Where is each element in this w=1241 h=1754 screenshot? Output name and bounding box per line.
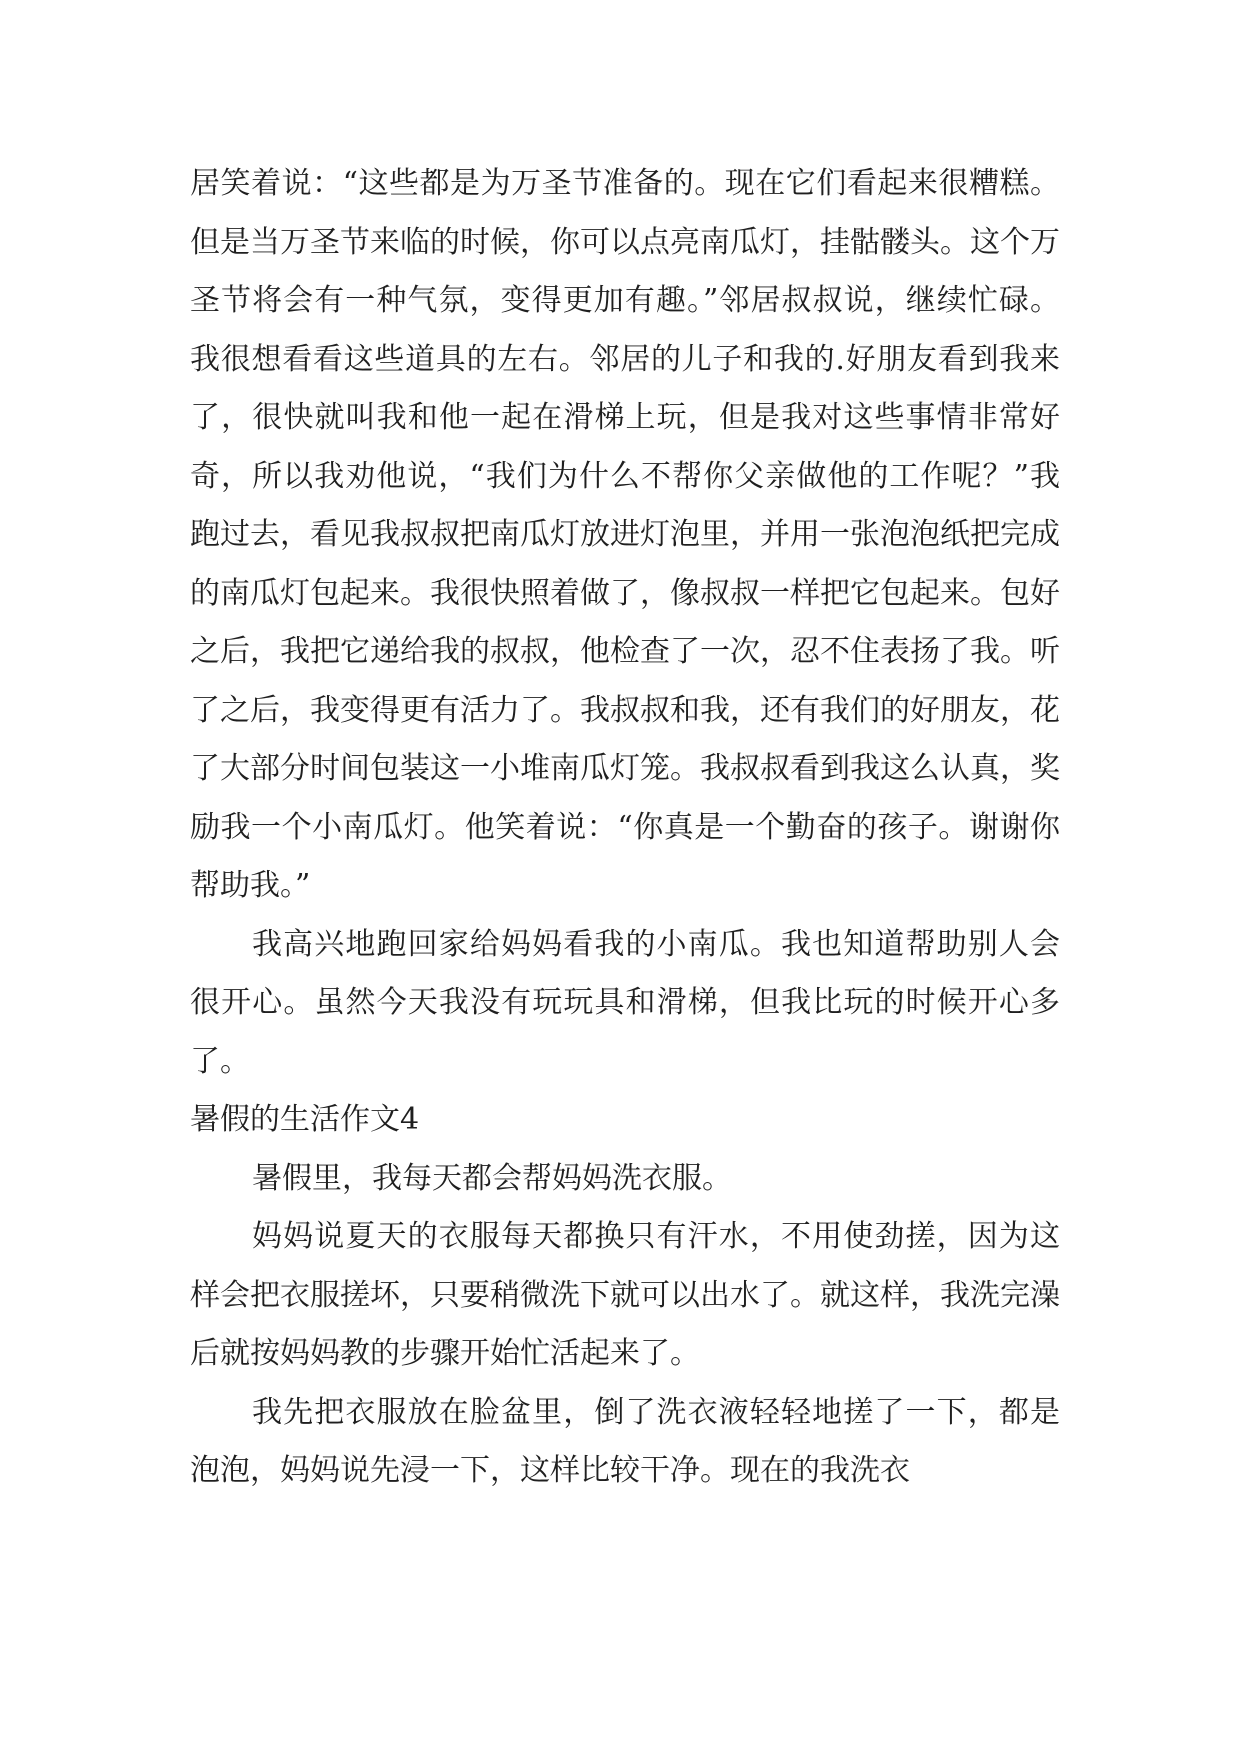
document-body (190, 155, 1060, 1501)
section-heading: 暑假的生活作文4 (190, 1102, 420, 1137)
paragraph: 暑假里，我每天都会帮妈妈洗衣服。 (252, 1160, 732, 1196)
paragraph: 妈妈说夏天的衣服每天都换只有汗水，不用使劲搓，因为这样会把衣服搓坏，只要稍微洗下就可以出水了。就这样，我洗完澡后就按妈妈教的步骤开始忙活起来了。 (190, 1219, 1060, 1371)
paragraph: 我高兴地跑回家给妈妈看我的小南瓜。我也知道帮助别人会很开心。虽然今天我没有玩玩具和滑梯，但我比玩的时候开心多了。 (190, 926, 1060, 1079)
paragraph: 我先把衣服放在脸盆里，倒了洗衣液轻轻地搓了一下，都是泡泡，妈妈说先浸一下，这样比较干净。现在的我洗衣 (190, 1394, 1060, 1488)
paragraph: 居笑着说：“这些都是为万圣节准备的。现在它们看起来很糟糕。但是当万圣节来临的时候，你可以点亮南瓜灯，挂骷髅头。这个万圣节将会有一种气氛，变得更加有趣。”邻居叔叔说，继续忙碌。我很想看看这些道具的左右。邻居的儿子和我的.好朋友看到我来了，很快就叫我和他一起在滑梯上玩，但是我对这些事情非常好奇，所以我劝他说，“我们为什么不帮你父亲做他的工作呢？”我跑过去，看见我叔叔把南瓜灯放进灯泡里，并用一张泡泡纸把完成的南瓜灯包起来。我很快照着做了，像叔叔一样把它包起来。包好之后，我把它递给我的叔叔，他检查了一次，忍不住表扬了我。听了之后，我变得更有活力了。我叔叔和我，还有我们的好朋友，花了大部分时间包装这一小堆南瓜灯笼。我叔叔看到我这么认真，奖励我一个小南瓜灯。他笑着说：“你真是一个勤奋的孩子。谢谢你帮助我。” (190, 166, 1060, 903)
